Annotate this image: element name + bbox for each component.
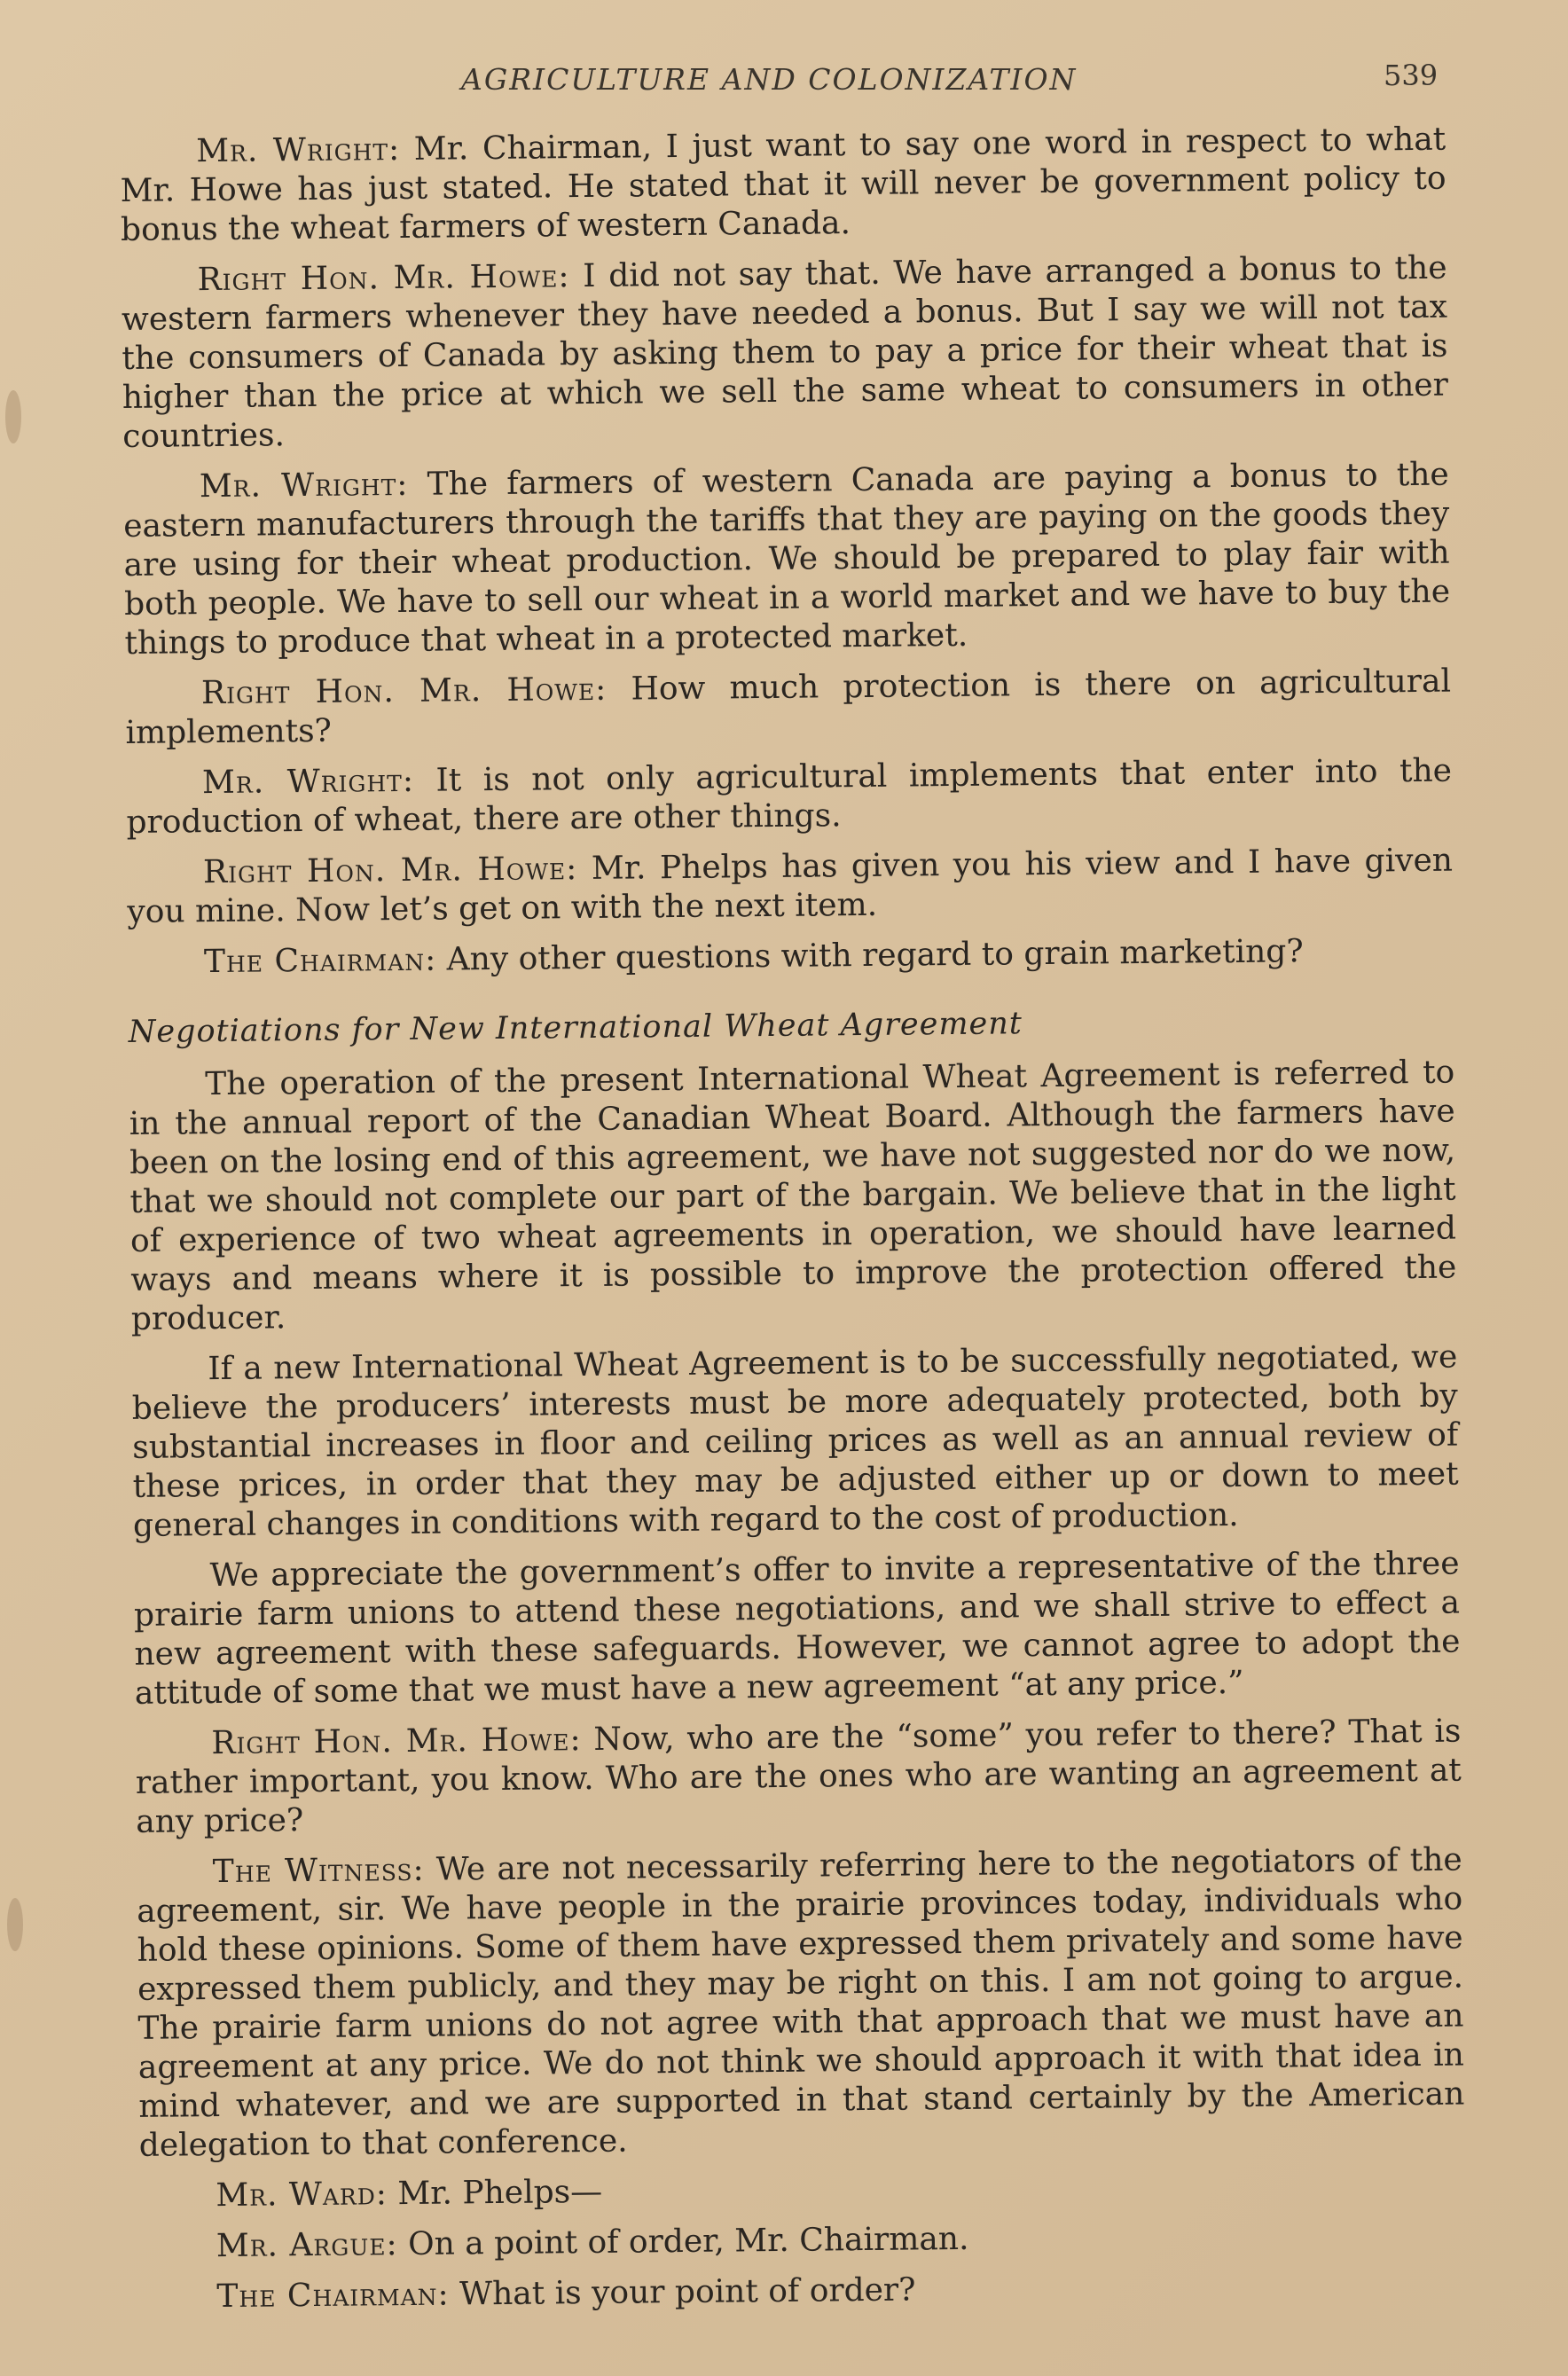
paragraph <box>131 1338 1459 1546</box>
paragraph-text: I did not say that. We have arranged a bonus to the western farmers whenever they have needed a bonus. But I say we will not tax the consumers of Canada by asking them to pay a price for their wheat that is higher than the price at which we sell the same wheat to consumers in other countries. <box>121 249 1448 455</box>
section-heading: Negotiations for New International Wheat Agreement <box>128 1006 1023 1050</box>
paragraph-text: Mr. Chairman, I just want to say one word in respect to what Mr. Howe has just stated. He stated that it will never be government policy to bonus the wheat farmers of western Canada. <box>120 121 1446 248</box>
paragraph-text: If a new International Wheat Agreement is to be successfully negotiated, we believe the producers’ interests must be more adequately protected, both by substantial increases in floor and ceiling prices as well as an annual review of these prices, in order that they may be adjusted either up or down to meet general changes in conditions with regard to the cost of production. <box>131 1338 1459 1544</box>
paragraph-text: On a point of order, Mr. Chairman. <box>397 2220 969 2263</box>
paragraph <box>123 456 1451 663</box>
paragraph <box>129 1054 1457 1339</box>
paragraph <box>121 249 1448 457</box>
speaker-label: Right Hon. Mr. Howe: <box>200 670 608 712</box>
paragraph <box>133 1545 1461 1713</box>
speaker-label: Right Hon. Mr. Howe: <box>197 258 570 299</box>
speaker-label: Mr. Wright: <box>196 130 401 170</box>
page-blemish <box>7 1898 23 1951</box>
paragraph-text: The operation of the present International Wheat Agreement is referred to in the annual report of the Canadian Wheat Board. Although the farmers have been on the losing end of this agreement, we have not suggested nor do we now, that we should not complete our part of the bargain. We believe that in the light of experience of two wheat agreements in operation, we should have learned ways and means where it is possible to improve the protection offered the producer. <box>129 1054 1457 1337</box>
speaker-label: Right Hon. Mr. Howe: <box>202 851 578 891</box>
paragraph-text: We are not necessarily referring here to the negotiators of the agreement, sir. We have people in the prairie provinces today, individuals who hold these opinions. Some of them have expressed them privately and some have expressed them publicly, and they may be right on this. I am not going to argue. The prairie farm unions do not agree with that approach that we must have an agreement at any price. We do not think we should approach it with that idea in mind whatever, and we are supported in that stand certainly by the American delegation to that conference. <box>137 1841 1465 2164</box>
paragraph <box>140 2215 1466 2267</box>
paragraph <box>120 121 1446 250</box>
page-number: 539 <box>1384 59 1439 92</box>
paragraph-text: Any other questions with regard to grain marketing? <box>436 933 1304 978</box>
paragraph-text: What is your point of order? <box>449 2271 916 2313</box>
paragraph-text: We appreciate the government’s offer to invite a representative of the three prairie farm unions to attend these negotiations, and we shall strive to effect a new agreement with these safeguards. However, we cannot agree to adopt the attitude of some that we must have a new agreement “at any price.” <box>133 1545 1461 1712</box>
paragraph-text: How much protection is there on agricultural implements? <box>125 663 1452 751</box>
paragraph-text: Mr. Phelps— <box>387 2173 603 2213</box>
page-body <box>120 121 1467 2329</box>
paragraph <box>137 1841 1465 2166</box>
page-header <box>0 59 1568 106</box>
speaker-label: Mr. Ward: <box>216 2176 388 2215</box>
speaker-label: Right Hon. Mr. Howe: <box>211 1721 582 1762</box>
paragraph-text: It is not only agricultural implements that enter into the production of wheat, there are other things. <box>126 752 1453 841</box>
speaker-label: Mr. Argue: <box>216 2226 398 2265</box>
paragraph-text: The farmers of western Canada are paying a bonus to the eastern manufacturers through the tariffs that they are paying on the goods they are using for their wheat production. We should be prepared to play fair with both people. We have to sell our wheat in a world market and we have to buy the things to produce that wheat in a protected market. <box>123 456 1451 662</box>
speaker-label: The Chairman: <box>203 941 437 981</box>
paragraph-text: Mr. Phelps has given you his view and I have given you mine. Now let’s get on with the next item. <box>127 842 1454 930</box>
paragraph-text: Now, who are the “some” you refer to there? That is rather important, you know. Who are the ones who are wanting an agreement at any price? <box>135 1713 1462 1840</box>
running-head: AGRICULTURE AND COLONIZATION <box>461 62 1078 97</box>
speaker-label: Mr. Wright: <box>199 466 409 506</box>
paragraph <box>139 2165 1465 2216</box>
paragraph <box>128 931 1454 983</box>
paragraph <box>125 663 1452 753</box>
paragraph <box>140 2266 1466 2317</box>
speaker-label: The Witness: <box>212 1851 425 1891</box>
paragraph <box>135 1713 1462 1842</box>
speaker-label: Mr. Wright: <box>201 762 415 802</box>
paragraph <box>126 752 1453 843</box>
speaker-label: The Chairman: <box>216 2276 450 2316</box>
paragraph <box>127 842 1454 932</box>
page-blemish <box>5 390 21 443</box>
